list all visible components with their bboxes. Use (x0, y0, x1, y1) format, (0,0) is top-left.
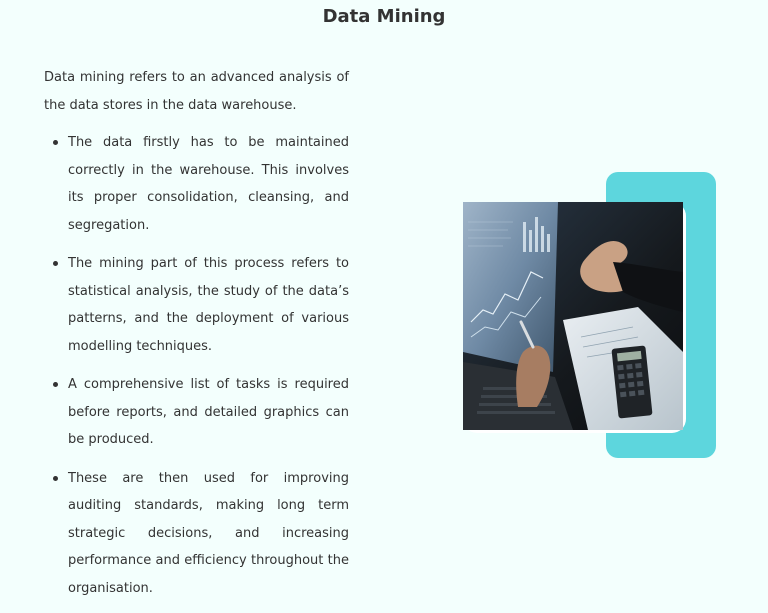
bullet-icon (53, 140, 58, 145)
list-item-text: A comprehensive list of tasks is required before reports, and detailed graphics can be produced. (68, 377, 349, 447)
bullet-icon (53, 476, 58, 481)
bullet-icon (53, 261, 58, 266)
bullet-icon (53, 382, 58, 387)
bullet-list (44, 129, 349, 602)
list-item-text: These are then used for improving auditing standards, making long term strategic decisions, and increasing performance and efficiency throughout the organisation. (68, 470, 349, 596)
content-section (44, 64, 349, 613)
illustration (463, 172, 716, 458)
list-item (44, 465, 349, 603)
list-item (44, 250, 349, 360)
list-item (44, 371, 349, 454)
list-item-text: The mining part of this process refers to statistical analysis, the study of the data’s patterns, and the deployment of various modelling techniques. (68, 256, 349, 354)
intro-paragraph: Data mining refers to an advanced analysis of the data stores in the data warehouse. (44, 70, 349, 113)
laptop-analytics-photo (463, 202, 686, 433)
page-title: Data Mining (322, 6, 446, 27)
laptop-analytics-image (463, 202, 683, 430)
list-item (44, 129, 349, 239)
list-item-text: The data firstly has to be maintained correctly in the warehouse. This involves its proper consolidation, cleansing, and segregation. (68, 135, 349, 233)
